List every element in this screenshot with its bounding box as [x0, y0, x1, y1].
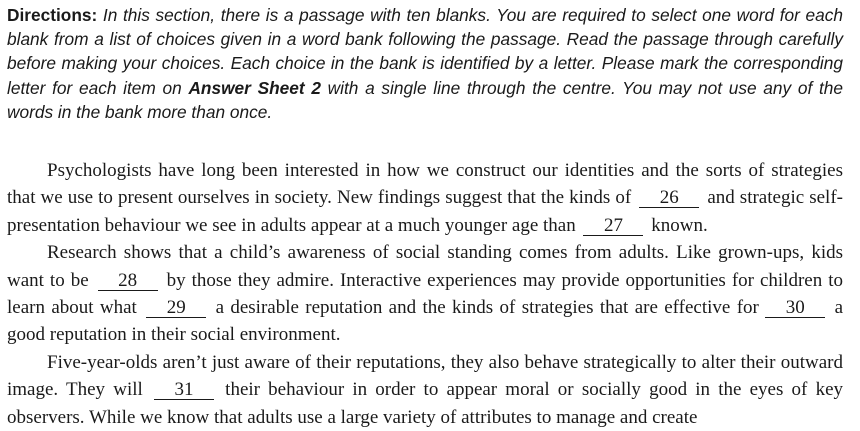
answer-sheet-reference: Answer Sheet 2: [188, 77, 321, 98]
paragraph-3-sentence-1: Five-year-olds aren’t just aware of their reputations, they also behave strategically to alter their outward image. They will: [7, 351, 843, 401]
blank-29: 29: [146, 298, 206, 318]
paragraph-2-sentence-2: by those they admire. Interactive experiences may provide opportunities for children to learn about what: [7, 269, 843, 319]
paragraph-2-sentence-3: a desirable reputation and the kinds of strategies that are effective for: [215, 297, 759, 319]
paragraph-2-sentence-1: Research shows that a child’s awareness of social standing comes from adults. Like grown-ups, kids want to be: [7, 242, 843, 291]
passage: [7, 157, 843, 431]
paragraph-1-sentence-2: and strategic self-presentation behaviour we see in adults appear at a much younger age than: [7, 187, 843, 236]
passage-paragraph-1: [7, 157, 843, 239]
directions-text-part-1: In this section, there is a passage with ten blanks. You are required to select one word for each blank from a list of choices given in a word bank following the passage. Read the passage through carefully before making your choices. Each choice in the bank is identified by a letter. Please mark the corresponding letter for each item on: [7, 5, 843, 98]
blank-31: 31: [154, 380, 214, 400]
directions-label: Directions:: [7, 5, 98, 25]
paragraph-3-sentence-2: their behaviour in order to appear moral or socially good in the eyes of key observers. While we know that adults use a large variety of attributes to manage and create: [7, 379, 844, 428]
directions-block: [7, 3, 843, 124]
blank-26: 26: [639, 188, 699, 208]
paragraph-1-sentence-3: known.: [651, 214, 708, 236]
blank-27: 27: [583, 216, 643, 236]
paragraph-2-sentence-4: a good reputation in their social environment.: [7, 297, 844, 346]
blank-28: 28: [98, 271, 158, 291]
paragraph-1-sentence-1: Psychologists have long been interested in how we construct our identities and the sorts of strategies that we use to present ourselves in society. New findings suggest that the kinds of: [7, 160, 843, 209]
passage-paragraph-2: [7, 239, 843, 349]
passage-paragraph-3: [7, 349, 843, 431]
directions-text-part-2: with a single line through the centre. You may not use any of the words in the bank more than once.: [7, 77, 843, 122]
blank-30: 30: [765, 298, 825, 318]
